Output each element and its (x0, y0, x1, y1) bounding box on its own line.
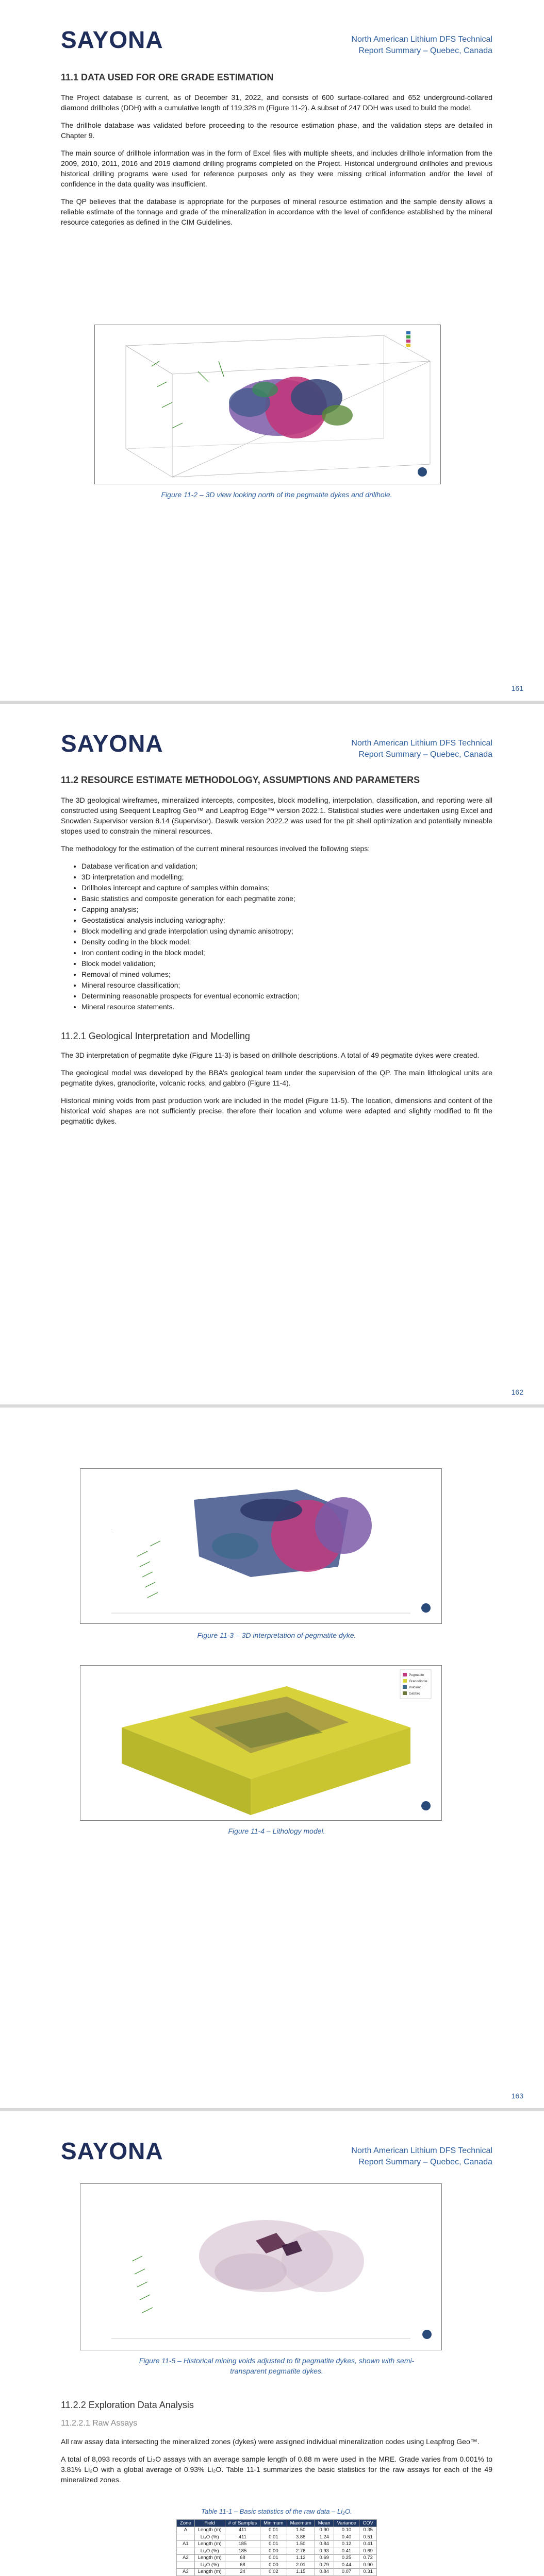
table-cell: 0.41 (359, 2541, 377, 2548)
paragraph: The 3D geological wireframes, mineralized intercepts, composites, block modelling, interpolation, classification, and reporting were all constructed using Seequent Leapfrog Geo™ and Leapfrog Edge™ version 2022.1. Statistical studies were undertaken using Excel and Snowden Supervisor version 8.14 (Supervisor). Deswik version 2022.2 was used for the pit shell optimization and potentially mineable stopes used to constrain the mineral resources. (61, 796, 492, 835)
table-body (177, 2527, 377, 2576)
page2-content (61, 775, 492, 1133)
subsection-title-11-2-1: 11.2.1 Geological Interpretation and Modelling (61, 1031, 250, 1041)
header-line1: North American Lithium DFS Technical (351, 739, 492, 748)
table-cell: 2.76 (287, 2548, 315, 2555)
table-11-1 (176, 2519, 377, 2576)
table-cell: 0.84 (315, 2569, 334, 2576)
th-variance: Variance (334, 2520, 359, 2527)
page-number: 161 (511, 684, 523, 692)
header-line2: Report Summary – Quebec, Canada (358, 2158, 492, 2166)
table-cell: A (177, 2527, 195, 2534)
table-cell: 1.50 (287, 2541, 315, 2548)
paragraph: A total of 8,093 records of Li₂O assays with an average sample length of 0.88 m were used in the MRE. Grade varies from 0.001% to 3.81% Li₂O with a global average of 0.93% Li₂O. Table 11-1 summarizes the basic statistics for the raw assays for each of the 49 mineralized zones. (61, 2455, 492, 2484)
table-cell: 0.00 (260, 2562, 287, 2569)
table-cell: A2 (177, 2555, 195, 2562)
paragraph: The 3D interpretation of pegmatite dyke (Figure 11-3) is based on drillhole descriptions. A total of 49 pegmatite dykes were created. (61, 1051, 480, 1059)
table-cell: 68 (225, 2555, 260, 2562)
table-row (177, 2534, 377, 2541)
legend-granodiorite: Granodiorite (409, 1680, 427, 1683)
table-cell: Length (m) (194, 2541, 225, 2548)
sayona-logo: SAYONA (61, 26, 163, 53)
table-cell: 0.40 (334, 2534, 359, 2541)
figure-11-5-caption: Figure 11-5 – Historical mining voids adjusted to fit pegmatite dykes, shown with semi-transparent pegmatite dykes. (139, 2357, 415, 2375)
legend-gabbro: Gabbro (409, 1692, 420, 1696)
table-cell: 0.02 (260, 2569, 287, 2576)
th-samples: # of Samples (225, 2520, 260, 2527)
table-cell: 0.01 (260, 2555, 287, 2562)
table-row (177, 2555, 377, 2562)
methodology-list (61, 861, 492, 1012)
paragraph: The main source of drillhole information was in the form of Excel files with multiple sheets, and includes drillhole information from the 2009, 2010, 2011, 2016 and 2019 diamond drilling programs completed on the Project. Historical underground drillholes and previous historical drilling programs were used for reference purposes only as they were missing critical information and/or the level of confidence in the data quality was insufficient. (61, 149, 492, 188)
table-cell: 0.12 (334, 2541, 359, 2548)
th-maximum: Maximum (287, 2520, 315, 2527)
paragraph: The Project database is current, as of December 31, 2022, and consists of 600 surface-collared and 652 underground-collared diamond drillholes (DDH) with a cumulative length of 119,328 m (Figure 11-2). A subset of 247 DDH was used to build the model. (61, 93, 492, 112)
table-cell: 0.69 (315, 2555, 334, 2562)
list-item: • Basic statistics and composite generation for each pegmatite zone; (81, 893, 492, 904)
table-cell: 1.50 (287, 2527, 315, 2534)
table-row (177, 2562, 377, 2569)
page-number: 162 (511, 1388, 523, 1396)
table-cell: Length (m) (194, 2527, 225, 2534)
figure-11-2-image (94, 325, 441, 484)
table-cell (177, 2562, 195, 2569)
th-cov: COV (359, 2520, 377, 2527)
figure-11-2-caption: Figure 11-2 – 3D view looking north of the pegmatite dykes and drillhole. (161, 490, 392, 499)
table-cell: 0.07 (334, 2569, 359, 2576)
list-item: • Block model validation; (81, 958, 492, 969)
list-item: • 3D interpretation and modelling; (81, 872, 492, 883)
table-cell: Length (m) (194, 2569, 225, 2576)
list-item: • Drillholes intercept and capture of samples within domains; (81, 883, 492, 893)
th-zone: Zone (177, 2520, 195, 2527)
table-header-row (177, 2520, 377, 2527)
table-cell: 411 (225, 2527, 260, 2534)
table-cell: 1.15 (287, 2569, 315, 2576)
page-161 (0, 0, 544, 701)
table-cell: 1.24 (315, 2534, 334, 2541)
table-row (177, 2541, 377, 2548)
list-item: • Mineral resource statements. (81, 1002, 492, 1012)
page-164 (0, 2111, 544, 2576)
table-cell: 3.88 (287, 2534, 315, 2541)
paragraph: Historical mining voids from past production work are included in the model (Figure 11-5). The location, dimensions and content of the historical void shapes are not sufficiently precise, therefore their location and volume were adapted and slightly modified to fit the pegmatitic dykes. (61, 1096, 492, 1125)
subsubsection-title-11-2-2-1: 11.2.2.1 Raw Assays (61, 2419, 138, 2428)
table-cell: 2.01 (287, 2562, 315, 2569)
table-cell: 0.72 (359, 2555, 377, 2562)
table-cell: 0.41 (334, 2548, 359, 2555)
table-cell: 0.51 (359, 2534, 377, 2541)
list-item: • Database verification and validation; (81, 861, 492, 872)
table-cell: A3 (177, 2569, 195, 2576)
header-line2: Report Summary – Quebec, Canada (358, 46, 492, 55)
table-cell: Li₂O (%) (194, 2562, 225, 2569)
table-cell (177, 2548, 195, 2555)
th-mean: Mean (315, 2520, 334, 2527)
paragraph: All raw assay data intersecting the mineralized zones (dykes) were assigned individual mineralization codes using Leapfrog Geo™. (61, 2437, 480, 2446)
subsection-title-11-2-2: 11.2.2 Exploration Data Analysis (61, 2400, 194, 2410)
table-cell: 24 (225, 2569, 260, 2576)
list-item: • Determining reasonable prospects for eventual economic extraction; (81, 991, 492, 1002)
table-cell: 0.69 (359, 2548, 377, 2555)
paragraph: The geological model was developed by the BBA’s geological team under the supervision of the QP. The main lithological units are pegmatite dykes, granodiorite, volcanic rocks, and gabbro (Figure 11-4). (61, 1069, 492, 1087)
page-163 (0, 1408, 544, 2108)
list-item: • Block modelling and grade interpolation using dynamic anisotropy; (81, 926, 492, 937)
paragraph: The methodology for the estimation of the current mineral resources involved the following steps: (61, 844, 370, 853)
page-header (351, 2145, 492, 2168)
table-cell: 185 (225, 2548, 260, 2555)
table-cell: 411 (225, 2534, 260, 2541)
table-cell: 0.90 (359, 2562, 377, 2569)
figure-11-3-image (80, 1468, 442, 1624)
header-line1: North American Lithium DFS Technical (351, 35, 492, 44)
table-cell: Length (m) (194, 2555, 225, 2562)
table-11-1-caption: Table 11-1 – Basic statistics of the raw data – Li₂O. (201, 2507, 352, 2515)
table-cell: 0.01 (260, 2541, 287, 2548)
page-header (351, 34, 492, 57)
legend-pegmatite: Pegmatite (409, 1673, 424, 1677)
header-line2: Report Summary – Quebec, Canada (358, 750, 492, 759)
table-cell: 0.01 (260, 2534, 287, 2541)
list-item: • Density coding in the block model; (81, 937, 492, 947)
table-cell: Li₂O (%) (194, 2548, 225, 2555)
page-162 (0, 704, 544, 1404)
table-cell: Li₂O (%) (194, 2534, 225, 2541)
table-row (177, 2548, 377, 2555)
table-row (177, 2569, 377, 2576)
table-cell: 0.79 (315, 2562, 334, 2569)
paragraph: The drillhole database was validated before proceeding to the resource estimation phase, and the validation steps are detailed in Chapter 9. (61, 121, 492, 140)
list-item: • Geostatistical analysis including variography; (81, 915, 492, 926)
list-item: • Removal of mined volumes; (81, 969, 492, 980)
legend-volcanic: Volcanic (409, 1686, 422, 1689)
table-cell: 0.35 (359, 2527, 377, 2534)
th-field: Field (194, 2520, 225, 2527)
figure-11-4-caption: Figure 11-4 – Lithology model. (228, 1827, 325, 1835)
sayona-logo: SAYONA (61, 2138, 163, 2164)
table-cell: 0.01 (260, 2527, 287, 2534)
figure-11-5-image (80, 2183, 442, 2350)
table-cell: A1 (177, 2541, 195, 2548)
table-cell: 0.90 (315, 2527, 334, 2534)
table-row (177, 2527, 377, 2534)
header-line1: North American Lithium DFS Technical (351, 2146, 492, 2155)
list-item: • Capping analysis; (81, 904, 492, 915)
list-item: • Iron content coding in the block model; (81, 947, 492, 958)
table-cell: 185 (225, 2541, 260, 2548)
table-cell: 68 (225, 2562, 260, 2569)
table-cell: 0.10 (334, 2527, 359, 2534)
paragraph: The QP believes that the database is appropriate for the purposes of mineral resource estimation and the sample density allows a reliable estimate of the tonnage and grade of the mineralization in accordance with the level of confidence established by the mineral resource categories as defined in the CIM Guidelines. (61, 197, 492, 226)
section-title-11-2: 11.2 RESOURCE ESTIMATE METHODOLOGY, ASSUMPTIONS AND PARAMETERS (61, 775, 420, 785)
table-cell: 0.84 (315, 2541, 334, 2548)
figure-11-3-caption: Figure 11-3 – 3D interpretation of pegmatite dyke. (197, 1631, 356, 1639)
table-cell (177, 2534, 195, 2541)
table-cell: 0.44 (334, 2562, 359, 2569)
table-cell: 1.12 (287, 2555, 315, 2562)
table-cell: 0.31 (359, 2569, 377, 2576)
page-header (351, 738, 492, 760)
page-number: 163 (511, 2092, 523, 2100)
table-cell: 0.25 (334, 2555, 359, 2562)
figure-11-4-image (80, 1665, 442, 1821)
list-item: • Mineral resource classification; (81, 980, 492, 991)
page4-content (61, 2400, 492, 2576)
sayona-logo: SAYONA (61, 730, 163, 757)
table-cell: 0.93 (315, 2548, 334, 2555)
table-cell: 0.00 (260, 2548, 287, 2555)
section-title-11-1: 11.1 DATA USED FOR ORE GRADE ESTIMATION (61, 72, 274, 82)
th-minimum: Minimum (260, 2520, 287, 2527)
page1-content (61, 72, 492, 234)
svg-text:-: - (111, 1529, 112, 1532)
